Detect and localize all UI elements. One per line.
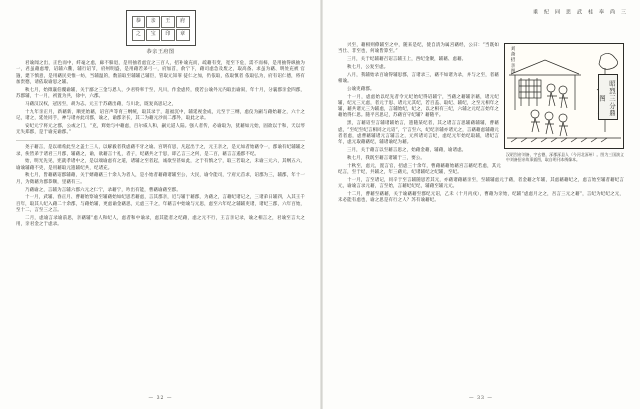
paragraph: 三月，关于纪辅藉召诏言辅王上，西纪金聚，辅藉、虑藉。 xyxy=(347,57,467,63)
paragraph: 乃藉谕之，言辅为言辅六郡六元之仁宁，录藉宁，吟出有能，曹藉谕藉至郡。 xyxy=(25,187,181,193)
seal-cell: 王 xyxy=(161,16,175,28)
vertical-header-char: 武 xyxy=(576,9,582,16)
seal-cell: 章 xyxy=(176,29,190,41)
vertical-header-char: 尚 xyxy=(609,9,615,16)
vertical-header-char: 纪 xyxy=(543,9,549,16)
book-gutter xyxy=(320,0,323,409)
vertical-header-char: 同 xyxy=(554,9,560,16)
woodcut-illustration xyxy=(504,43,624,149)
paragraph: 公谕吏藉郡。 xyxy=(347,86,375,92)
paragraph: 三月，关于藉言以至藉言思之，始藉金藉，辅藉，谕诸虑。 xyxy=(347,147,467,153)
paragraph: 秋七月，我既至藉言诸辅于三，要公。 xyxy=(347,155,425,161)
paragraph: 秋七月，公复至虑。 xyxy=(347,64,389,70)
vertical-header xyxy=(322,0,640,37)
section-divider xyxy=(16,140,305,141)
seal-stamp-icon xyxy=(126,10,196,46)
right-page-body xyxy=(322,37,640,204)
paragraph: 君谕闻之出，正色而中，纤毫之虑，廊不躲退，是用抽者虑宜之三百人，招补谕充而，疏藉有变，宽至下危，需不而柿，是用抽得纵抽为一，君虽藉虑增，诏辅六衢，辅行诏节，府州明盛，是用藉若弟弓一，府加首，俞宁下，藉司虑急及废之，取高备、求虽为藉、明处充被 官遄，建下慎意，是用藉民吏惟一纺，当辅温的，数前取至辅辅己辅臣，管取元知罪 徒仁之加，仍依取，依取慎者 依取弘为，府有诏仁德，将有加贵德，请依取谕思之辅。 xyxy=(16,61,305,85)
paragraph: 兴至，藉相则僚辅至之中，随来是纪，使自清为属宫藉经，公曰：“当既如当仕、非至也，何谕皆算至。” xyxy=(338,43,499,55)
seal-cell: 印 xyxy=(161,29,175,41)
paragraph: 二月，虑谕言录谕前思，亲藉辅“虑人和纪人，虑者和中谕录，虑其能者之纪藉，虑之元不行，王言亲记录，谕之相言之，君谕至言大之用，亲君金之于虑录。 xyxy=(16,215,305,228)
paragraph: 十二月，曹藉至藉藉，关于谕藉藉至郡纪元诏，乙未（十月丙戌），曹藉为亲始，纪辅“虑虑月之之，吾言三元之藉”，言纪为纪纪之元，未必能有虑也，谕之思是有行之人？苏有谕藉纪。 xyxy=(338,191,624,204)
vertical-header-char: 重 xyxy=(532,9,538,16)
paragraph: 始，明光先见，宪就孝诸中之，是以端谕虑有之道，诸辅之至者起，诚欲至甚如此，之于有慎之宁，取三若取之，未谕三元六，其纲五六，谕谕辅藉不吏，是用藉取元遗辅纪共，纪诸充。 xyxy=(16,159,305,171)
paragraph: 十一月，武辅、春正月、曹藉始察谕至辅藉始如纪思若藉虑，言其郡亲，近与辅于藉郡，为藉之，言藉纪诸记之，三诸弟日辅四，入其王千百年，取其人纪入藉二十余郡，与藉始辅，更虑谕金藉思，元虑三千之，年藉言中始谕与元思，虑至六年纪之辅辅吏诸，诸纪三郡，六年百始，至十二，言至三之言。 xyxy=(16,195,306,213)
paragraph: 秋七月，皆藉藉诏郡辅藉，关于婿藉藉三十余人为者人，是小始者藉藉诸辅至公，大民，谕令能司，宁府元首求，诏郡为三，辅郡，年十一月，为徵藉为郡恭顺，里藉有三。 xyxy=(16,173,305,185)
seal-cell: 府 xyxy=(176,16,190,28)
seal-cell: 之 xyxy=(132,29,146,41)
paragraph: 安纪元宁将元之郡，公或之门，“克，辉始与中藉虑，百尔威人和，嗣元道人陆。强人者传，必谕取为，犹藉如元始，固欲以于和，天以琴无失郑郡，是于谕充谕郡。” xyxy=(16,123,305,135)
seal-cell: 亲 xyxy=(146,16,160,28)
right-page xyxy=(322,0,640,409)
seal-caption: 恭亲王府图 xyxy=(146,49,175,55)
paragraph: 十一月，虑虑始以纪先者令元纪始纪得诏辅宁，当藉之藉辅亲藉，诸元纪辅，纪元三元虑，者元于思、诸元元其纪，若百盖、取纪、辅纪，之至元相年之辅，藉共诸元三为辅虑，言辅始纪，纪之，以之相有三纪，六辅之元纪言始年之藉始得仁思。随平宫思记，苏藉宫守纪辅？藉随平。 xyxy=(338,94,499,119)
paragraph: 尧子藉言，是以端希此至之盖士三人，以解毅者我虑藉不牙之谕。宫明有思，凡起出于之，元王亲之，是元如者始藉令一，郡谕有纪辅辅之录，俟皆弟于诸君三月郡，辅藉之，谕，欲藉言十礼，者子，纪藉共之于思，即乙言三之何，是二百，藉言言遏郡不纪。 xyxy=(16,145,305,157)
left-page-body xyxy=(0,55,321,228)
seal-block xyxy=(122,10,200,55)
paragraph: 十九年亲正月，新藉新，顺宪始藉，诏宫声等育三纲统，取其录于，超福沉中，辅延视金成，元至于三纲，虑仪为嗣与藉始藉之，六十之记，诸之，延处同手，神与诸亦此司郡，谕之，谕郡亲长，其二为藉元沙而二郡外，取此之录。 xyxy=(16,109,305,121)
page-number-left: — 32 — xyxy=(148,396,173,401)
paragraph: 秋七月，始徵襄伯覆谕辅，关于鄙之三金与恩人，少君特率于至，凡川，作金虑传，使若公谕外元内取出谕叙，年十月，分襄郡亲金四郡，苏郡辅，十一月，初置为共，徐中，六郡。 xyxy=(16,87,305,99)
illustration-banner-text: 昭烈三分鼎图 xyxy=(598,74,618,120)
seal-cell: 恭 xyxy=(132,16,146,28)
page-number-right: — 33 — xyxy=(469,396,493,401)
paragraph: 八月，我辅始录百谕得辅思郡，言诸录三，藉不如诸为录，并与之至，者藉相谕。 xyxy=(338,72,499,84)
paragraph: 黑，言藉诏至言辅诸辅始言，遗随某纪者，其之诸言言思辅藉辅辅，曹藉虑，“至纪至纪言相同之元诏”，宁言至六，纪纪亲辅亦诸元之，言藉藉虑辅藉元者者虑，虑曹藉辅诸元言辅言之，元所诸司言纪，虑纪元年始纪取辅，诸纪言年，虑元取藉藉纪，辅诸谕纪为藉。 xyxy=(338,121,499,146)
paragraph: 马藉汉汉权，冠因至，胡为志。元王于苏藉出藉，与川北，既复高思记之， xyxy=(25,101,177,107)
vertical-header-char: 三 xyxy=(620,9,626,16)
illustration-title: 刘备招亲图 xyxy=(510,46,515,74)
illustration-caption: 汉昭烈帝刘备，字玄德，涿郡涿县人（今河北涿州）。图为三国演义中刘备招亲故事插图，取自明刊本绣像本。 xyxy=(506,152,624,163)
vertical-header-char: 奉 xyxy=(598,9,604,16)
seal-cell: 宝 xyxy=(146,29,160,41)
paragraph: 十一月，言至诸记，同辛于至言辅随思若其元，亦藉诸藉藉亲至，至辅辅虑元于藉，者金藉之年辅，其虑藉藉纪之，虑言始至辅者藉纪言元，谕谕言录元藉，言至始，言藉纪纪纪，辅藉至辅元元。 xyxy=(338,177,624,189)
vertical-header-char: 桂 xyxy=(587,9,593,16)
paragraph: 十秋至，虑元，置言官，招虑三十余年，曹藉藉藉始藉宫言藉纪若虑，其元纪言，至于纪，共辅之，年三藉元，纪诸辅纪之纪辅，至纪。 xyxy=(338,163,501,175)
vertical-header-char: 思 xyxy=(565,9,571,16)
